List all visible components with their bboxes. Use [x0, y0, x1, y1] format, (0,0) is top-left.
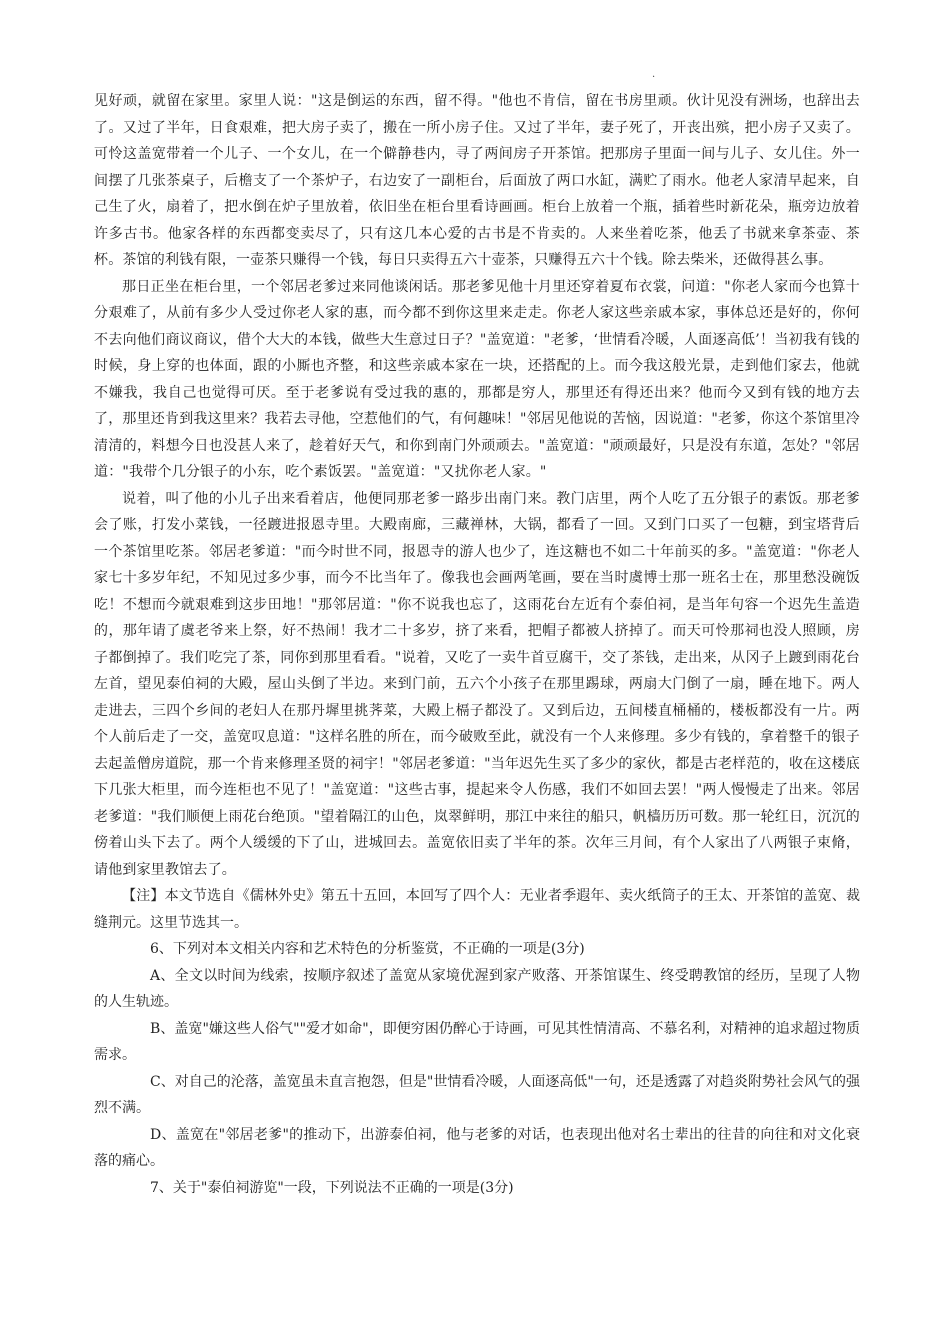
document-body [94, 88, 860, 1201]
annotation-note: 【注】本文节选自《儒林外史》第五十五回，本回写了四个人：无业者季遐年、卖火纸筒子的王太、开茶馆的盖宽、裁缝荆元。这里节选其一。 [94, 888, 860, 931]
question-6-option-a: A、全文以时间为线索，按顺序叙述了盖宽从家境优渥到家产败落、开茶馆谋生、终受聘教馆的经历，呈现了人物的人生轨迹。 [94, 967, 860, 1010]
question-6-option-d: D、盖宽在"邻居老爹"的推动下，出游泰伯祠，他与老爹的对话，也表现出他对名士辈出的往昔的向往和对文化衰落的痛心。 [94, 1126, 860, 1169]
question-6-option-c: C、对自己的沦落，盖宽虽未直言抱怨，但是"世情看冷暖，人面逐高低"一句，还是透露了对趋炎附势社会风气的强烈不满。 [94, 1073, 860, 1116]
header-mark: . [652, 69, 656, 80]
passage-paragraph-2: 那日正坐在柜台里，一个邻居老爹过来同他谈闲话。那老爹见他十月里还穿着夏布衣裳，问道："你老人家而今也算十分艰难了，从前有多少人受过你老人家的惠，而今都不到你这里来走走。你老人家这些亲戚本家，事体总还是好的，你何不去向他们商议商议，借个大大的本钱，做些大生意过日子？"盖宽道："老爹，‘世情看冷暖，人面逐高低’！当初我有钱的时候，身上穿的也体面，跟的小厮也齐整，和这些亲戚本家在一块，还搭配的上。而今我这般光景，走到他们家去，他就不嫌我，我自己也觉得可厌。至于老爹说有受过我的惠的，那都是穷人，那里还有得还出来？他而今又到有钱的地方去了，那里还肯到我这里来？我若去寻他，空惹他们的气，有何趣味！"邻居见他说的苦恼，因说道："老爹，你这个茶馆里冷清清的，料想今日也没甚人来了，趁着好天气，和你到南门外顽顽去。"盖宽道："顽顽最好，只是没有东道，怎处？"邻居道："我带个几分银子的小东，吃个素饭罢。"盖宽道："又扰你老人家。" [94, 278, 860, 480]
question-6-option-b: B、盖宽"嫌这些人俗气""爱才如命"，即便穷困仍醉心于诗画，可见其性情清高、不慕名利，对精神的追求超过物质需求。 [94, 1020, 860, 1063]
passage-paragraph-3: 说着，叫了他的小儿子出来看着店，他便同那老爹一路步出南门来。教门店里，两个人吃了五分银子的素饭。那老爹会了账，打发小菜钱，一径踱进报恩寺里。大殿南廊，三藏禅林，大锅，都看了一回。又到门口买了一包糖，到宝塔背后一个茶馆里吃茶。邻居老爹道："而今时世不同，报恩寺的游人也少了，连这糖也不如二十年前买的多。"盖宽道："你老人家七十多岁年纪，不知见过多少事，而今不比当年了。像我也会画两笔画，要在当时虞博士那一班名士在，那里愁没碗饭吃！不想而今就艰难到这步田地！"那邻居道："你不说我也忘了，这雨花台左近有个泰伯祠，是当年句容一个迟先生盖造的，那年请了虞老爷来上祭，好不热闹！我才二十多岁，挤了来看，把帽子都被人挤掉了。而天可怜那祠也没人照顾，房子都倒掉了。我们吃完了茶，同你到那里看看。"说着，又吃了一卖牛首豆腐干，交了茶钱，走出来，从冈子上踱到雨花台左首，望见泰伯祠的大殿，屋山头倒了半边。来到门前，五六个小孩子在那里踢球，两扇大门倒了一扇，睡在地下。两人走进去，三四个乡间的老妇人在那丹墀里挑荠菜，大殿上槅子都没了。又到后边，五间楼直桶桶的，楼板都没有一片。两个人前后走了一交，盖宽叹息道："这样名胜的所在，而今破败至此，就没有一个人来修理。多少有钱的，拿着整千的银子去起盖僧房道院，那一个肯来修理圣贤的祠宇！"邻居老爹道："当年迟先生买了多少的家伙，都是古老样范的，收在这楼底下几张大柜里，而今连柜也不见了！"盖宽道："这些古事，提起来令人伤感，我们不如回去罢！"两人慢慢走了出来。邻居老爹道："我们顺便上雨花台绝顶。"望着隔江的山色，岚翠鲜明，那江中来往的船只，帆樯历历可数。那一轮红日，沉沉的傍着山头下去了。两个人缓缓的下了山，进城回去。盖宽依旧卖了半年的茶。次年三月间，有个人家出了八两银子束脩，请他到家里教馆去了。 [94, 490, 860, 878]
question-6-stem: 6、下列对本文相关内容和艺术特色的分析鉴赏，不正确的一项是(3分) [150, 941, 585, 957]
question-7-stem: 7、关于"泰伯祠游览"一段，下列说法不正确的一项是(3分) [150, 1179, 514, 1196]
passage-paragraph-1: 见好顽，就留在家里。家里人说："这是倒运的东西，留不得。"他也不肯信，留在书房里顽。伙计见没有洲场，也辞出去了。又过了半年，日食艰难，把大房子卖了，搬在一所小房子住。又过了半年，妻子死了，开丧出殡，把小房子又卖了。可怜这盖宽带着一个儿子、一个女儿，在一个僻静巷内，寻了两间房子开茶馆。把那房子里面一间与儿子、女儿住。外一间摆了几张茶桌子，后檐支了一个茶炉子，右边安了一副柜台，后面放了两口水缸，满贮了雨水。他老人家清早起来，自己生了火，扇着了，把水倒在炉子里放着，依旧坐在柜台里看诗画画。柜台上放着一个瓶，插着些时新花朵，瓶旁边放着许多古书。他家各样的东西都变卖尽了，只有这几本心爱的古书是不肯卖的。人来坐着吃茶，他丢了书就来拿茶壶、茶杯。茶馆的利钱有限，一壶茶只赚得一个钱，每日只卖得五六十壶茶，只赚得五六十个钱。除去柴米，还做得甚么事。 [94, 93, 860, 268]
